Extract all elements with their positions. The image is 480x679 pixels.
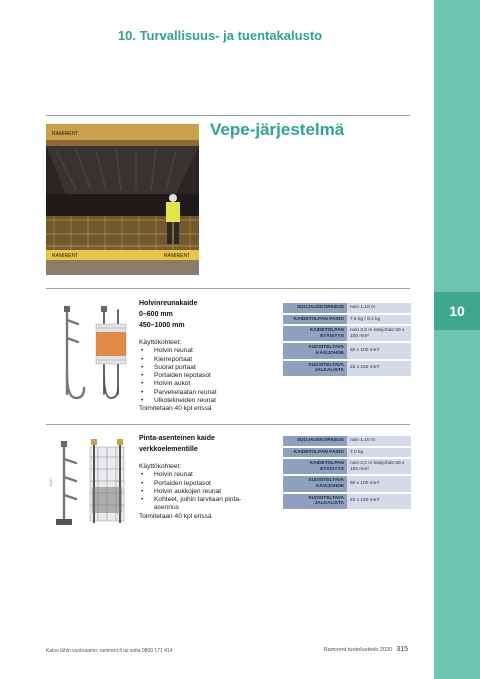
chapter-side-tab xyxy=(434,0,480,679)
list-item: • Portaiden lepotasot xyxy=(139,372,275,380)
spec-value: noin 2,0 m käsijohde 50 x 100 mm² xyxy=(347,326,411,341)
spec-value: 7,5 kg / 8,1 kg xyxy=(347,315,411,325)
list-item: • Portaiden lepotasot xyxy=(139,480,257,488)
svg-text:RAMIRENT: RAMIRENT xyxy=(164,253,191,259)
spec-value: noin 2,0 m käsijohde 50 x 100 mm² xyxy=(347,459,411,474)
delivery-note: Toimitetaan 40 kpl erissä xyxy=(139,405,212,413)
list-item: • Holvin reunat xyxy=(139,471,257,479)
spec-key: SUOSITELTAVA JALKALISTA xyxy=(283,361,347,376)
svg-text:RAMIRENT: RAMIRENT xyxy=(52,131,79,137)
table-row xyxy=(283,315,411,325)
table-row xyxy=(283,436,411,446)
spec-key: KAIDETOLPAN PAINO xyxy=(283,448,347,458)
product-diagram-holvinreunakaide xyxy=(52,302,132,406)
spec-key: SUOSITELTAVA KÄSIJOHDE xyxy=(283,476,347,491)
divider xyxy=(46,288,410,289)
divider xyxy=(46,115,410,116)
table-row xyxy=(283,494,411,509)
list-item: • Holvin aukkojen reunat xyxy=(139,488,257,496)
spec-key: KAIDETOLPAN PAINO xyxy=(283,315,347,325)
spec-key: SUOSITELTAVA JALKALISTA xyxy=(283,494,347,509)
product-title-line: 450–1000 mm xyxy=(139,322,185,329)
spec-value: 7,0 kg xyxy=(347,448,411,458)
page-number: 315 xyxy=(396,646,408,653)
product-photo xyxy=(46,124,199,275)
svg-text:1100: 1100 xyxy=(48,478,53,487)
chapter-number-badge: 10 xyxy=(434,292,480,330)
list-item: • Suorat portaat xyxy=(139,364,275,372)
product-uses xyxy=(139,463,257,521)
product-title xyxy=(139,298,197,331)
product-title-line: verkkoelementille xyxy=(139,446,198,453)
list-item: • Holvin reunat xyxy=(139,347,275,355)
footer-contact: Katso lähin vuokraamo: ramirent.fi tai soita 0800 171 414 xyxy=(46,648,173,654)
list-item: • Kohteet, joihin tarvitaan pinta-asennus xyxy=(139,496,257,513)
spec-value: 22 x 150 mm² xyxy=(347,494,411,509)
list-item: • Kierreportaat xyxy=(139,356,275,364)
spec-value: 50 x 100 mm² xyxy=(347,476,411,491)
product-title-line: Pinta-asenteinen kaide xyxy=(139,435,215,442)
product-uses xyxy=(139,339,275,414)
delivery-note: Toimitetaan 40 kpl erissä xyxy=(139,512,212,520)
section-title: Vepe-järjestelmä xyxy=(210,120,345,139)
spec-table xyxy=(283,301,411,378)
uses-label: Käyttökohteet: xyxy=(139,339,182,346)
table-row xyxy=(283,448,411,458)
uses-label: Käyttökohteet: xyxy=(139,463,182,470)
spec-table xyxy=(283,434,411,511)
table-row xyxy=(283,303,411,313)
footer-catalog xyxy=(324,646,408,653)
divider xyxy=(46,424,410,425)
spec-key: SUOSITELTAVA KÄSIJOHDE xyxy=(283,343,347,358)
product-diagram-pinta-asenteinen-kaide xyxy=(46,437,130,531)
spec-value: noin 1,10 m xyxy=(347,303,411,313)
spec-value: 50 x 100 mm² xyxy=(347,343,411,358)
table-row xyxy=(283,476,411,491)
list-item: • Ulkotelineiden reunat xyxy=(139,397,275,405)
svg-text:RAMIRENT: RAMIRENT xyxy=(52,253,79,259)
product-title-line: 0–600 mm xyxy=(139,311,173,318)
spec-key: SUOJAUSKORKEUS xyxy=(283,303,347,313)
table-row xyxy=(283,343,411,358)
list-item: • Parvekelaatan reunat xyxy=(139,389,275,397)
product-title xyxy=(139,433,215,455)
spec-value: 22 x 150 mm² xyxy=(347,361,411,376)
table-row xyxy=(283,326,411,341)
product-title-line: Holvinreunakaide xyxy=(139,300,198,307)
page-header-title: 10. Turvallisuus- ja tuentakalusto xyxy=(117,28,323,43)
table-row xyxy=(283,361,411,376)
spec-key: SUOJAUSKORKEUS xyxy=(283,436,347,446)
spec-key: KAIDETOLPAN ETÄISYYS xyxy=(283,326,347,341)
footer-catalog-name: Ramirent tuoteluettelo 2020 xyxy=(323,647,393,653)
spec-value: noin 1,10 m xyxy=(347,436,411,446)
spec-key: KAIDETOLPAN ETÄISYYS xyxy=(283,459,347,474)
list-item: • Holvin aukot xyxy=(139,380,275,388)
table-row xyxy=(283,459,411,474)
